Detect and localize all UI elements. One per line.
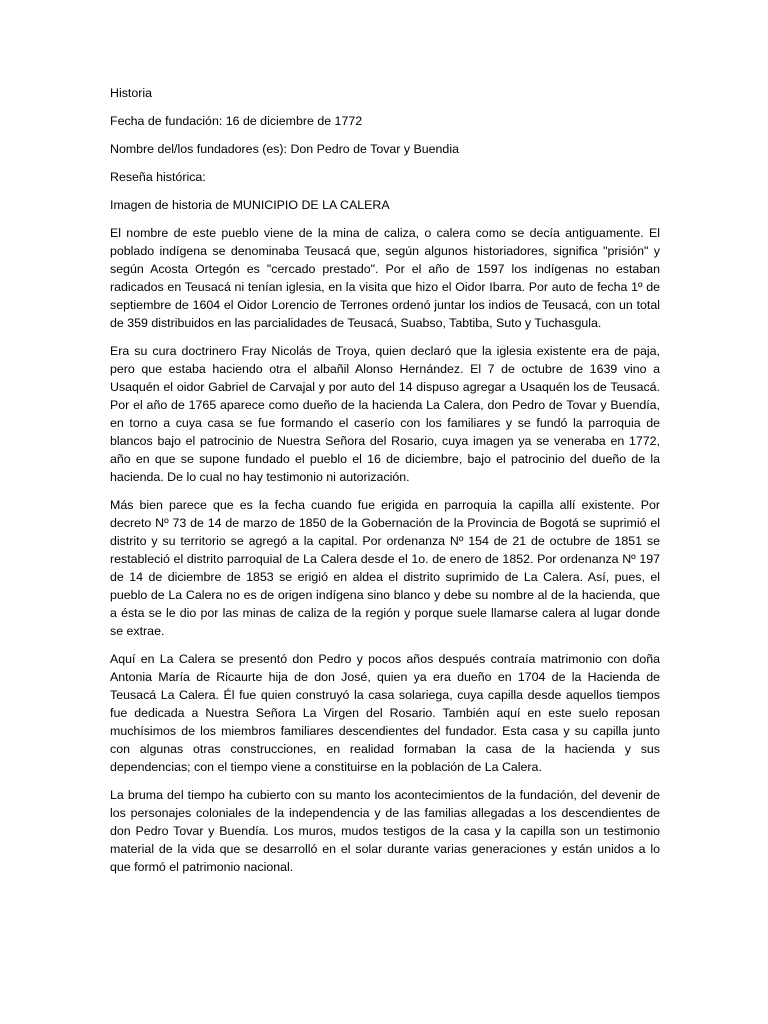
paragraph: Era su cura doctrinero Fray Nicolás de Troya, quien declaró que la iglesia existente era de paja, pero que estaba haciendo otra el albañil Alonso Hernández. El 7 de octubre de 1639 vino a Usaquén el oidor Gabriel de Carvajal y por auto del 14 dispuso agregar a Usaquén los de Teusacá. Por el año de 1765 aparece como dueño de la hacienda La Calera, don Pedro de Tovar y Buendía, en torno a cuya casa se fue formando el caserío con los familiares y se fundó la parroquia de blancos bajo el patrocinio de Nuestra Señora del Rosario, cuya imagen ya se veneraba en 1772, año en que se supone fundado el pueblo el 16 de diciembre, bajo el patrocinio del dueño de la hacienda. De lo cual no hay testimonio ni autorización. — [110, 344, 660, 484]
founders-line: Nombre del/los fundadores (es): Don Pedro de Tovar y Buendia — [110, 142, 459, 156]
document-page — [110, 84, 660, 886]
founding-date: Fecha de fundación: 16 de diciembre de 1772 — [110, 114, 363, 128]
paragraph: La bruma del tiempo ha cubierto con su manto los acontecimientos de la fundación, del devenir de los personajes coloniales de la independencia y de las familias allegadas a los descendientes de don Pedro Tovar y Buendía. Los muros, mudos testigos de la casa y la capilla son un testimonio material de la vida que se desarrolló en el solar durante varias generaciones y están unidos a lo que formó el patrimonio nacional. — [110, 788, 660, 874]
image-caption: Imagen de historia de MUNICIPIO DE LA CALERA — [110, 198, 390, 212]
paragraph: Aquí en La Calera se presentó don Pedro y pocos años después contraía matrimonio con doña Antonia María de Ricaurte hija de don José, quien ya era dueño en 1704 de la Hacienda de Teusacá La Calera. Él fue quien construyó la casa solariega, cuya capilla desde aquellos tiempos fue dedicada a Nuestra Señora La Virgen del Rosario. También aquí en este suelo reposan muchísimos de los miembros familiares descendientes del fundador. Esta casa y su capilla junto con algunas otras construcciones, en realidad formaban la casa de la hacienda y sus dependencias; con el tiempo viene a constituirse en la población de La Calera. — [110, 652, 660, 774]
paragraph: Más bien parece que es la fecha cuando fue erigida en parroquia la capilla allí existente. Por decreto Nº 73 de 14 de marzo de 1850 de la Gobernación de la Provincia de Bogotá se suprimió el distrito y su territorio se agregó a la capital. Por ordenanza Nº 154 de 21 de octubre de 1851 se restableció el distrito parroquial de La Calera desde el 1o. de enero de 1852. Por ordenanza Nº 197 de 14 de diciembre de 1853 se erigió en aldea el distrito suprimido de La Calera. Así, pues, el pueblo de La Calera no es de origen indígena sino blanco y debe su nombre al de la hacienda, que a ésta se le dio por las minas de caliza de la región y porque suele llamarse calera al lugar donde se extrae. — [110, 498, 660, 638]
historical-review-label: Reseña histórica: — [110, 170, 206, 184]
document-heading: Historia — [110, 86, 152, 100]
paragraph: El nombre de este pueblo viene de la mina de caliza, o calera como se decía antiguamente. El poblado indígena se denominaba Teusacá que, según algunos historiadores, significa "prisión" y según Acosta Ortegón es "cercado prestado". Por el año de 1597 los indígenas no estaban radicados en Teusacá ni tenían iglesia, en la visita que hizo el Oidor Ibarra. Por auto de fecha 1º de septiembre de 1604 el Oidor Lorencio de Terrones ordenó juntar los indios de Teusacá, con un total de 359 distribuidos en las parcialidades de Teusacá, Suabso, Tabtiba, Suto y Tuchasgula. — [110, 226, 660, 330]
